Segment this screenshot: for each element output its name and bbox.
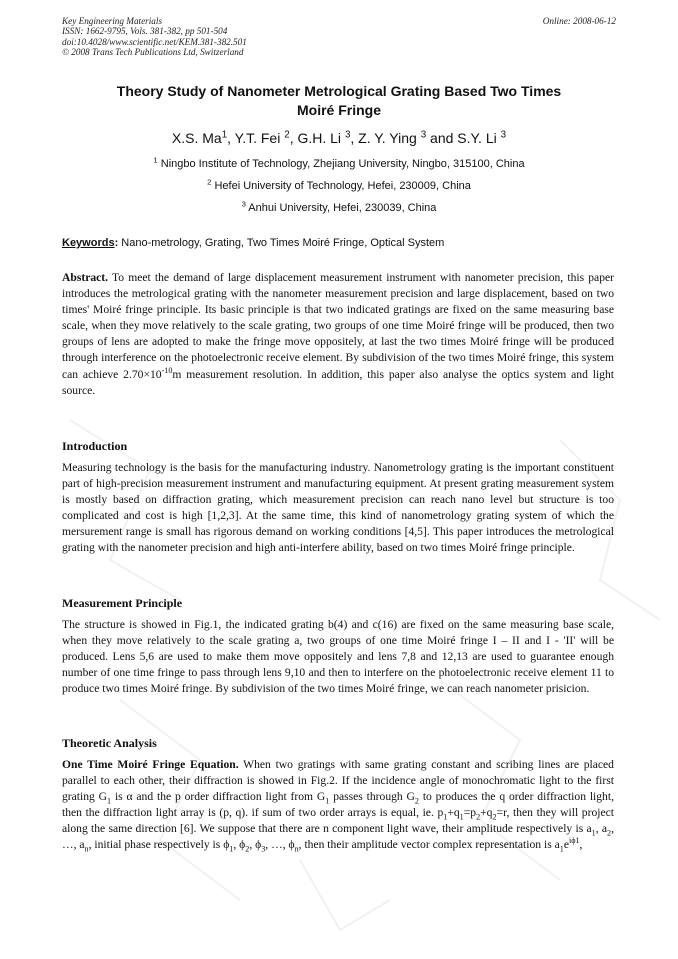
subscript: 1 bbox=[325, 796, 330, 806]
abstract-exponent: -10 bbox=[161, 365, 173, 375]
author-name: , G.H. Li bbox=[289, 130, 342, 146]
affiliation-text: Hefei University of Technology, Hefei, 230009, China bbox=[214, 180, 471, 192]
section-heading-measurement-principle: Measurement Principle bbox=[62, 596, 183, 610]
subscript: 1 bbox=[591, 828, 596, 838]
theoretic-text: , a bbox=[595, 822, 608, 836]
author-name: X.S. Ma bbox=[171, 130, 222, 146]
subscript: n bbox=[84, 844, 89, 854]
theoretic-text: to produces the q order diffraction light, then the diffraction light array is (p, q). if sum of two order arrays is equal, ie. p bbox=[62, 790, 614, 820]
introduction-paragraph: Measuring technology is the basis for the manufacturing industry. Nanometrology grating is the important constituent part of high-precision measurement instrument and manufacturing equipment. At present grating measurement system is mostly based on diffraction grating, which measurement precision can reach nano level but structure is too complicated and cost is high [1,2,3]. At the same time, this kind of nanometrology grating system of which the mersurement range is small has rigorous demand on working conditions [4,5]. This paper introduces the metrological grating with the nanometer precision and high anti-interfere ability, based on two times Moiré fringe principle. bbox=[62, 461, 614, 555]
section-heading-introduction: Introduction bbox=[62, 439, 128, 453]
subscript: 1 bbox=[459, 812, 464, 822]
keywords-line bbox=[62, 236, 616, 250]
theoretic-text: , bbox=[579, 838, 583, 852]
author-list bbox=[62, 129, 616, 147]
theoretic-text: =r, then they will project along the same direction [6]. We suppose that there are n component light wave, their amplitude respectively is a bbox=[62, 806, 614, 836]
subscript: 2 bbox=[476, 812, 481, 822]
abstract-text-end: m measurement resolution. In addition, this paper also analyse the optics system and light source. bbox=[62, 367, 614, 397]
theoretic-text: =p bbox=[463, 806, 477, 820]
subscript: 1 bbox=[559, 844, 564, 854]
subscript: 3 bbox=[261, 844, 266, 854]
journal-doi: doi:10.4028/www.scientific.net/KEM.381-382.501 bbox=[62, 36, 247, 47]
journal-issn: ISSN: 1662-9795, Vols. 381-382, pp 501-504 bbox=[62, 26, 228, 37]
author-name: and S.Y. Li bbox=[430, 130, 497, 146]
theoretic-text: , ϕ bbox=[249, 838, 262, 852]
journal-header bbox=[62, 16, 616, 57]
affiliation-number: 1 bbox=[153, 155, 158, 165]
affiliation-text: Anhui University, Hefei, 230039, China bbox=[248, 202, 437, 214]
affiliation-1 bbox=[62, 157, 616, 171]
affiliation-marker: 3 bbox=[420, 129, 427, 141]
affiliation-marker: 3 bbox=[500, 129, 507, 141]
theoretic-text: +q bbox=[480, 806, 493, 820]
principle-paragraph: The structure is showed in Fig.1, the indicated grating b(4) and c(16) are fixed on the same measuring base scale, when they move relatively to the scale grating a, two groups of one time Moiré fringe I – II and I - 'II' will be produced. Lens 5,6 are used to make them move oppositely and lens 7,8 and 12,13 are used to guarantee enough number of one time fringe to pass through lens 9,10 and then to interfere on the photoelectronic receive element 11 to produce two times Moiré fringe. By subdivision of the two times Moiré fringe, we can reach nanometer prisicion. bbox=[62, 618, 614, 696]
theoretic-text: , …, ϕ bbox=[265, 838, 295, 852]
keywords-colon: : bbox=[114, 237, 119, 249]
keywords-label: Keywords bbox=[62, 237, 115, 249]
affiliation-number: 2 bbox=[207, 177, 212, 187]
subscript: 1 bbox=[107, 796, 112, 806]
affiliation-text: Ningbo Institute of Technology, Zhejiang University, Ningbo, 315100, China bbox=[160, 158, 525, 170]
theoretic-text: , then their amplitude vector complex representation is a bbox=[298, 838, 560, 852]
title-line-2: Moiré Fringe bbox=[296, 102, 381, 118]
keywords-text: Nano-metrology, Grating, Two Times Moiré Fringe, Optical System bbox=[118, 237, 445, 249]
theoretic-text: passes through G bbox=[329, 790, 415, 804]
superscript: iϕ1 bbox=[568, 836, 580, 846]
theoretic-text: e bbox=[563, 838, 569, 852]
author-name: , Y.T. Fei bbox=[227, 130, 281, 146]
subscript: 2 bbox=[414, 796, 419, 806]
title-line-1: Theory Study of Nanometer Metrological Grating Based Two Times bbox=[116, 83, 562, 99]
affiliation-marker: 2 bbox=[284, 129, 290, 141]
affiliation-number: 3 bbox=[241, 199, 246, 209]
theoretic-text: , ϕ bbox=[233, 838, 246, 852]
journal-copyright: © 2008 Trans Tech Publications Ltd, Switzerland bbox=[62, 46, 244, 57]
theoretic-text: , …, a bbox=[62, 822, 615, 852]
subscript: 2 bbox=[492, 812, 497, 822]
abstract-text: To meet the demand of large displacement measurement instrument with nanometer precision, this paper introduces the metrological grating with the nanometer measurement precision and large displacement, based on two times' Moiré fringe principle. Its basic principle is that two indicated gratings are fixed on the same measuring base scale, when they move relatively to the scale grating, two groups of one time Moiré fringe will be produced, then two groups of lens are adopted to make the fringe move oppositely, at last the two times Moiré fringe will be produced through interference on the photoelectronic receive element. By subdivision of the two times Moiré fringe, this system can achieve 2.70×10 bbox=[62, 271, 614, 381]
subscript: 1 bbox=[443, 812, 448, 822]
abstract-paragraph bbox=[62, 270, 614, 399]
subsection-label: One Time Moiré Fringe Equation. bbox=[62, 758, 239, 771]
theoretic-text: is α and the p order diffraction light from G bbox=[111, 790, 326, 804]
theoretic-paragraph bbox=[62, 757, 614, 854]
subscript: n bbox=[294, 844, 299, 854]
author-name: , Z. Y. Ying bbox=[350, 130, 417, 146]
online-date: Online: 2008-06-12 bbox=[542, 16, 616, 26]
theoretic-text: +q bbox=[447, 806, 460, 820]
subscript: 1 bbox=[229, 844, 234, 854]
affiliation-3 bbox=[62, 201, 616, 215]
subscript: 2 bbox=[607, 828, 612, 838]
subscript: 2 bbox=[245, 844, 250, 854]
paper-title bbox=[62, 82, 616, 120]
section-heading-theoretic-analysis: Theoretic Analysis bbox=[62, 736, 157, 750]
journal-name: Key Engineering Materials bbox=[62, 16, 163, 26]
theoretic-text: When two gratings with same grating constant and scribing lines are placed parallel to each other, their diffraction is showed in Fig.2. If the incidence angle of monochromatic light to the first grating G bbox=[62, 758, 614, 804]
affiliation-marker: 1 bbox=[221, 129, 228, 141]
affiliation-marker: 3 bbox=[344, 129, 351, 141]
affiliation-2 bbox=[62, 179, 616, 193]
theoretic-text: , initial phase respectively is ϕ bbox=[88, 838, 230, 852]
abstract-label: Abstract. bbox=[62, 271, 109, 284]
